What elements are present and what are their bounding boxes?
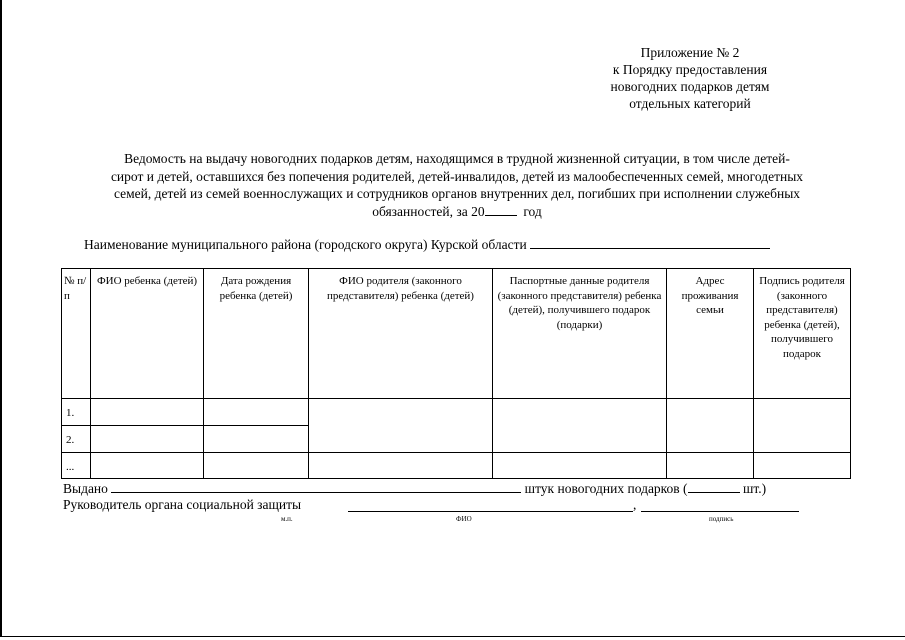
title-year-suffix: год xyxy=(523,203,542,219)
table-row xyxy=(62,399,851,426)
table-cell xyxy=(493,453,667,479)
appendix-header xyxy=(590,44,790,112)
year-blank xyxy=(485,203,517,216)
header-birth-date: Дата рождения ребенка (детей) xyxy=(204,269,309,399)
issued-end-text: шт.) xyxy=(742,481,767,496)
title-line-2: сирот и детей, оставшихся без попечения родителей, детей-инвалидов, детей из малообеспеченных семей, многодетных xyxy=(110,168,804,184)
issued-label: Выдано xyxy=(63,481,108,496)
row-number: ... xyxy=(62,453,91,479)
issued-blank xyxy=(111,480,521,493)
municipality-line xyxy=(84,236,770,253)
table-cell xyxy=(204,399,309,426)
issued-mid-text: штук новогодних подарков ( xyxy=(524,481,688,496)
row-number: 1. xyxy=(62,399,91,426)
table-cell xyxy=(91,399,204,426)
table-cell-merged xyxy=(493,399,667,453)
table-cell-merged xyxy=(754,399,851,453)
head-of-agency-line xyxy=(63,497,301,513)
header-signature: Подпись родителя (законного представителя) ребенка (детей), получившего подарок xyxy=(754,269,851,399)
header-parent-name: ФИО родителя (законного представителя) ребенка (детей) xyxy=(309,269,493,399)
title-line-4 xyxy=(60,203,854,221)
table-header-row xyxy=(62,269,851,399)
municipality-label: Наименование муниципального района (городского округа) Курской области xyxy=(84,237,527,252)
table-cell xyxy=(667,453,754,479)
appendix-line-2: к Порядку предоставления xyxy=(612,62,768,77)
appendix-line-4: отдельных категорий xyxy=(629,96,751,111)
table-cell xyxy=(754,453,851,479)
fio-caption: ФИО xyxy=(456,515,472,523)
header-address: Адрес проживания семьи xyxy=(667,269,754,399)
gift-distribution-table xyxy=(61,268,851,479)
head-label: Руководитель органа социальной защиты xyxy=(63,497,302,512)
signature-caption: подпись xyxy=(709,515,734,523)
municipality-blank xyxy=(530,236,770,249)
issued-count-blank xyxy=(688,480,740,493)
title-year-prefix: обязанностей, за 20 xyxy=(372,203,485,219)
header-row-number: № п/п xyxy=(62,269,91,399)
appendix-line-1: Приложение № 2 xyxy=(640,45,740,60)
document-title xyxy=(60,150,854,220)
table-cell xyxy=(91,453,204,479)
table-cell xyxy=(204,453,309,479)
issued-line xyxy=(63,480,766,497)
header-passport-data: Паспортные данные родителя (законного представителя) ребенка (детей), получившего подарок (подарки) xyxy=(493,269,667,399)
stamp-place-label: м.п. xyxy=(281,515,293,523)
page-frame-bottom xyxy=(0,636,905,637)
table-cell-merged xyxy=(667,399,754,453)
table-cell-merged xyxy=(309,399,493,453)
table-cell xyxy=(309,453,493,479)
row-number: 2. xyxy=(62,426,91,453)
title-line-3: семей, детей из семей военнослужащих и сотрудников органов внутренних дел, погибших при исполнении служебных xyxy=(113,186,801,201)
appendix-line-3: новогодних подарков детям xyxy=(610,79,770,94)
comma-separator: , xyxy=(633,497,637,512)
table-cell xyxy=(204,426,309,453)
title-line-1: Ведомость на выдачу новогодних подарков детям, находящимся в трудной жизненной ситуации, в том числе детей- xyxy=(124,151,790,166)
header-child-name: ФИО ребенка (детей) xyxy=(91,269,204,399)
fio-line xyxy=(348,511,633,512)
table-row xyxy=(62,453,851,479)
signature-line xyxy=(641,511,799,512)
page-frame-left xyxy=(0,0,2,636)
table-cell xyxy=(91,426,204,453)
